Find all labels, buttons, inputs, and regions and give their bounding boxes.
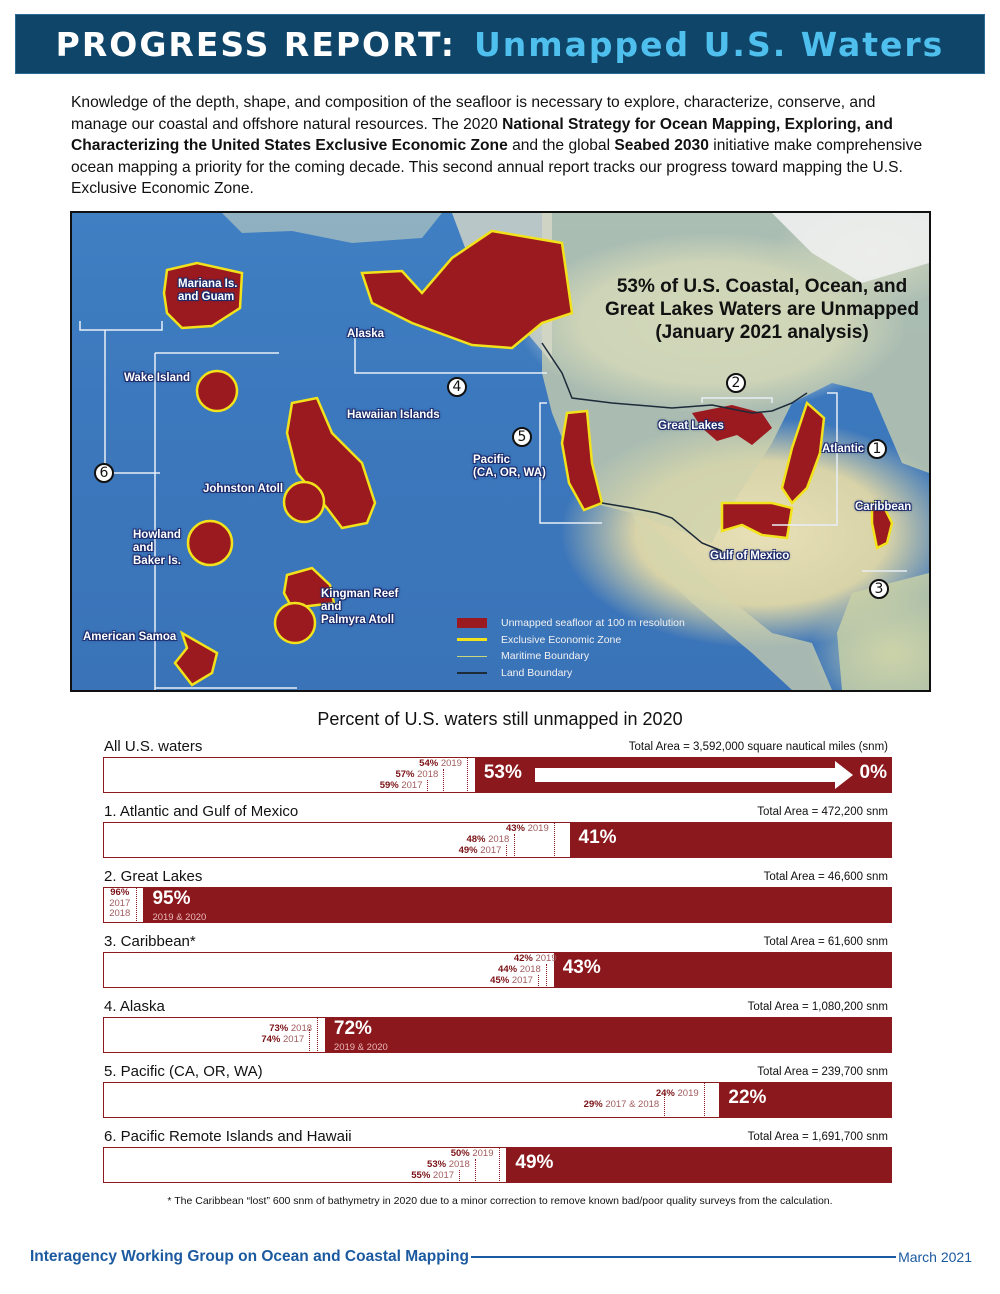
progress-arrow-icon — [535, 760, 855, 790]
current-percent-label: 43% — [562, 957, 601, 978]
chart-title: Percent of U.S. waters still unmapped in 2020 — [317, 709, 683, 729]
unmapped-fill — [554, 953, 891, 987]
history-label — [459, 845, 502, 856]
history-year: 2018 — [109, 908, 131, 919]
legend-item-maritime: Maritime Boundary — [457, 648, 685, 665]
history-marker-line — [554, 823, 555, 856]
label-atlantic: Atlantic — [822, 443, 865, 455]
legend-swatch-eez — [457, 638, 487, 641]
region-total-area: Total Area = 46,600 snm — [763, 871, 888, 883]
map-headline-line-3: (January 2021 analysis) — [655, 322, 869, 343]
history-marker-line — [317, 1018, 318, 1051]
history-year: 2019 — [677, 1088, 699, 1099]
current-percent-label: 49% — [515, 1152, 554, 1173]
label-gulf-of-mexico: Gulf of Mexico — [710, 550, 790, 562]
history-percent: 42% — [513, 953, 533, 964]
history-percent: 29% — [583, 1099, 603, 1110]
region-total-area: Total Area = 1,080,200 snm — [747, 1001, 888, 1013]
history-label — [261, 1034, 304, 1045]
history-year: 2019 — [535, 953, 557, 964]
label-caribbean: Caribbean — [855, 501, 912, 513]
region-label: 3. Caribbean* — [104, 933, 196, 950]
current-percent-label: 53% — [483, 762, 522, 783]
history-marker-line — [427, 780, 428, 791]
seabed-2030-text: Seabed 2030 — [614, 137, 709, 154]
region-bar — [103, 952, 892, 988]
label-samoa: American Samoa — [83, 631, 177, 643]
footnote: * The Caribbean “lost” 600 snm of bathymetry in 2020 due to a minor correction to remove known bad/poor quality surveys from the calculation. — [167, 1195, 833, 1207]
history-label — [506, 823, 549, 834]
history-percent: 54% — [419, 758, 439, 769]
history-year: 2017 — [109, 897, 131, 909]
history-label — [490, 975, 533, 986]
current-percent-label: 22% — [728, 1087, 767, 1108]
history-label — [584, 1099, 660, 1110]
eez-gulf — [722, 503, 792, 538]
history-marker-line — [499, 1148, 500, 1181]
region-label: 2. Great Lakes — [104, 868, 203, 885]
history-percent: 49% — [458, 845, 478, 856]
legend-item-eez: Exclusive Economic Zone — [457, 632, 685, 649]
legend-item-unmapped: Unmapped seafloor at 100 m resolution — [457, 615, 685, 632]
region-total-area: Total Area = 239,700 snm — [757, 1066, 888, 1078]
label-great-lakes: Great Lakes — [658, 420, 724, 432]
region-label: 4. Alaska — [104, 998, 165, 1015]
history-label — [269, 1023, 312, 1034]
history-percent: 73% — [269, 1023, 289, 1034]
history-marker-line — [562, 953, 563, 986]
history-marker-line — [309, 1029, 310, 1051]
region-total-area: Total Area = 472,200 snm — [757, 806, 888, 818]
history-marker-line — [538, 975, 539, 986]
history-year: 2017 & 2018 — [605, 1099, 660, 1110]
history-percent: 48% — [466, 834, 486, 845]
eez-howland — [188, 521, 232, 565]
eez-atlantic — [782, 403, 824, 503]
region-bar — [103, 757, 892, 793]
target-percent-label: 0% — [859, 762, 887, 783]
siberia-land — [222, 213, 442, 243]
eez-wake — [197, 371, 237, 411]
label-kingman: Kingman Reef and Palmyra Atoll — [321, 588, 399, 626]
history-percent: 59% — [379, 780, 399, 791]
history-percent: 24% — [655, 1088, 675, 1099]
history-marker-line — [664, 1094, 665, 1116]
history-marker-line — [475, 1159, 476, 1181]
current-percent-label: 72% — [333, 1018, 372, 1039]
region-number-3: 3 — [869, 579, 889, 599]
history-percent: 53% — [427, 1159, 447, 1170]
history-marker-line — [443, 769, 444, 791]
history-marker-line — [514, 834, 515, 856]
history-marker-line — [467, 758, 468, 791]
history-year: 2017 — [283, 1034, 305, 1045]
region-number-2: 2 — [726, 373, 746, 393]
history-year: 2019 — [472, 1148, 494, 1159]
history-year: 2019 — [440, 758, 462, 769]
footer-org: Interagency Working Group on Ocean and Coastal Mapping — [30, 1248, 469, 1265]
label-howland: Howland and Baker Is. — [133, 529, 181, 567]
current-percent-label: 41% — [578, 827, 617, 848]
history-marker-line — [459, 1170, 460, 1181]
eez-samoa — [175, 633, 217, 685]
unmapped-fill — [325, 1018, 891, 1052]
history-marker-line — [506, 845, 507, 856]
history-percent: 55% — [411, 1170, 431, 1181]
history-label — [466, 834, 509, 845]
history-year: 2018 — [519, 964, 541, 975]
history-percent: 43% — [505, 823, 525, 834]
history-label — [427, 1159, 470, 1170]
history-label — [656, 1088, 699, 1099]
region-total-area: Total Area = 1,691,700 snm — [747, 1131, 888, 1143]
history-percent: 96% — [110, 887, 130, 898]
region-number-4: 4 — [447, 377, 467, 397]
region-label: 6. Pacific Remote Islands and Hawaii — [104, 1128, 352, 1145]
region-label: 5. Pacific (CA, OR, WA) — [104, 1063, 263, 1080]
region-bar — [103, 822, 892, 858]
region-bar — [103, 887, 892, 923]
history-year: 2018 — [290, 1023, 313, 1034]
history-label — [498, 964, 541, 975]
region-bar — [103, 1017, 892, 1053]
current-years-label: 2019 & 2020 — [333, 1042, 388, 1053]
title-main: Unmapped U.S. Waters — [473, 24, 945, 64]
title-prefix: PROGRESS REPORT: — [55, 24, 456, 64]
region-bar — [103, 1082, 892, 1118]
history-percent: 74% — [261, 1034, 281, 1045]
legend-swatch-maritime — [457, 656, 487, 658]
history-year: 2017 — [511, 975, 533, 986]
label-wake: Wake Island — [124, 372, 191, 384]
map-headline-line-1: 53% of U.S. Coastal, Ocean, and — [616, 276, 908, 297]
label-johnston: Johnston Atoll — [203, 483, 284, 495]
national-strategy-link-text: National Strategy for Ocean Mapping, Exploring, and Characterizing the United States Exclusive Economic Zone — [71, 115, 893, 154]
intro-text-1: Knowledge of the depth, shape, and composition of the seafloor is necessary to explore, characterize, conserve, and manage our coastal and offshore natural resources. The 2020 — [71, 94, 876, 133]
legend-swatch-unmapped — [457, 618, 487, 628]
label-alaska: Alaska — [347, 328, 385, 340]
history-label — [411, 1170, 454, 1181]
history-percent: 45% — [490, 975, 510, 986]
region-total-area: Total Area = 61,600 snm — [763, 936, 888, 948]
history-year: 2018 — [488, 834, 510, 845]
history-year: 2017 — [401, 780, 423, 791]
history-percent: 57% — [395, 769, 415, 780]
label-hawaii: Hawaiian Islands — [347, 409, 440, 421]
history-label — [380, 780, 423, 791]
region-number-6: 6 — [94, 463, 114, 483]
region-number-5: 5 — [512, 427, 532, 447]
history-year: 2018 — [417, 769, 439, 780]
history-year: 2017 — [432, 1170, 455, 1181]
label-pacific: Pacific (CA, OR, WA) — [473, 454, 546, 479]
history-label — [106, 888, 134, 920]
label-mariana: Mariana Is. and Guam — [178, 278, 238, 303]
history-year: 2018 — [448, 1159, 470, 1170]
footer-rule — [471, 1256, 896, 1258]
intro-paragraph — [71, 92, 931, 200]
region-bar — [103, 1147, 892, 1183]
map-headline — [592, 275, 931, 344]
current-percent-label: 95% — [152, 888, 191, 909]
legend-swatch-land — [457, 672, 487, 674]
unmapped-waters-map — [70, 211, 931, 692]
eez-johnston — [284, 482, 324, 522]
map-headline-line-2: Great Lakes Waters are Unmapped — [605, 299, 919, 320]
title-banner — [15, 14, 985, 74]
region-total-area: Total Area = 3,592,000 square nautical miles (snm) — [628, 741, 888, 753]
region-label: All U.S. waters — [104, 738, 203, 755]
history-percent: 50% — [450, 1148, 470, 1159]
history-label — [419, 758, 462, 769]
history-label — [451, 1148, 494, 1159]
history-label — [395, 769, 438, 780]
region-label: 1. Atlantic and Gulf of Mexico — [104, 803, 299, 820]
unmapped-fill — [506, 1148, 891, 1182]
region-number-1: 1 — [867, 439, 887, 459]
intro-text-3: initiative make comprehensive ocean mapping a priority for the coming decade. This second annual report tracks our progress toward mapping the U.S. Exclusive Economic Zone. — [71, 137, 923, 197]
eez-palmyra — [275, 603, 315, 643]
history-label — [514, 953, 557, 964]
history-marker-line — [704, 1083, 705, 1116]
history-year: 2019 — [527, 823, 549, 834]
current-years-label: 2019 & 2020 — [152, 912, 207, 923]
footer-date: March 2021 — [898, 1249, 972, 1265]
map-legend — [457, 615, 685, 681]
footer — [30, 1248, 972, 1266]
history-marker-line — [546, 964, 547, 986]
history-percent: 44% — [498, 964, 518, 975]
intro-text-2: and the global — [507, 137, 615, 154]
history-year: 2017 — [480, 845, 502, 856]
legend-item-land: Land Boundary — [457, 665, 685, 682]
unmapped-fill — [143, 888, 891, 922]
unmapped-fill — [570, 823, 892, 857]
history-marker-line — [136, 888, 137, 921]
